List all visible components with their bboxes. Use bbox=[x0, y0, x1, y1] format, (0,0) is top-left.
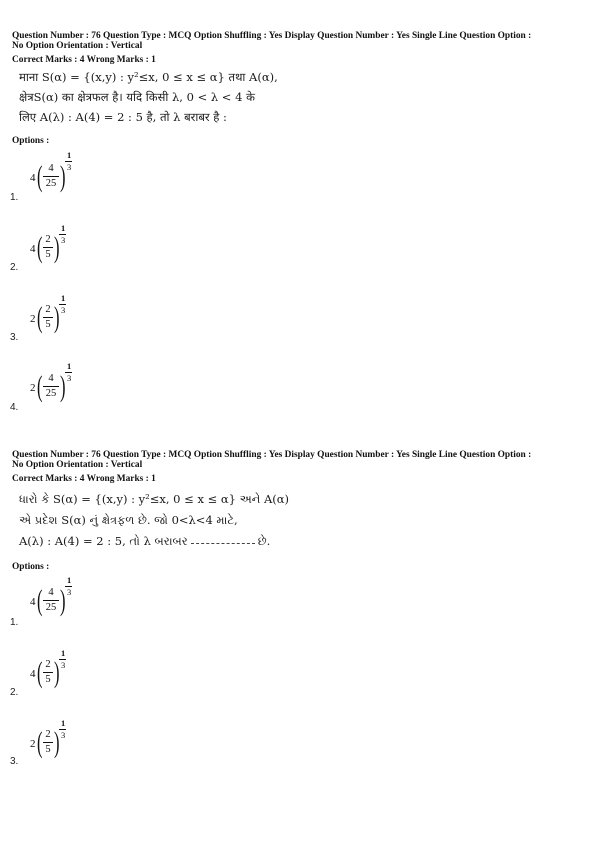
coefficient: 4 bbox=[30, 596, 36, 608]
fraction-denominator: 25 bbox=[45, 388, 57, 399]
option-number: 2. bbox=[10, 687, 19, 698]
coefficient: 2 bbox=[30, 382, 36, 394]
fraction-numerator: 2 bbox=[45, 729, 51, 740]
fraction-denominator: 25 bbox=[45, 602, 57, 613]
left-paren: ( bbox=[37, 231, 43, 264]
option-number: 4. bbox=[10, 402, 19, 413]
left-paren: ( bbox=[37, 656, 43, 689]
option-number: 1. bbox=[10, 192, 19, 203]
left-paren: ( bbox=[37, 726, 43, 759]
question-header: Question Number : 76 Question Type : MCQ Option Shuffling : Yes Display Question Number : Yes Single Line Question Option : bbox=[12, 31, 532, 41]
exponent-denominator: 3 bbox=[61, 305, 66, 315]
exponent-denominator: 3 bbox=[67, 587, 72, 597]
fraction-bar bbox=[43, 176, 59, 177]
right-paren: ) bbox=[60, 584, 66, 617]
right-paren: ) bbox=[54, 656, 60, 689]
fraction-bar bbox=[43, 247, 53, 248]
option-2-expression[interactable] bbox=[30, 648, 90, 698]
exponent-numerator: 1 bbox=[67, 575, 72, 585]
question-text-line: माना S(α) = {(x,y) : y²≤x, 0 ≤ x ≤ α} तथा A(α), bbox=[19, 70, 278, 84]
exponent-denominator: 3 bbox=[61, 730, 66, 740]
right-paren: ) bbox=[54, 301, 60, 334]
coefficient: 4 bbox=[30, 243, 36, 255]
coefficient: 4 bbox=[30, 668, 36, 680]
question-text-line: लिए A(λ) : A(4) = 2 : 5 है, तो λ बराबर है : bbox=[19, 110, 227, 124]
coefficient: 2 bbox=[30, 738, 36, 750]
question-text-line: એ પ્રદેશ S(α) નું ક્ષેત્રફળ છે. જો 0<λ<4 માટે, bbox=[19, 513, 238, 527]
exponent-denominator: 3 bbox=[67, 162, 72, 172]
question-text-segment: છે. bbox=[257, 534, 271, 548]
options-label: Options : bbox=[12, 136, 50, 146]
question-text-line: क्षेत्रS(α) का क्षेत्रफल है। यदि किसी λ, 0 < λ < 4 के bbox=[19, 90, 255, 104]
fraction-numerator: 2 bbox=[45, 234, 51, 245]
exponent-denominator: 3 bbox=[61, 235, 66, 245]
left-paren: ( bbox=[37, 370, 43, 403]
option-1-expression[interactable] bbox=[30, 148, 90, 198]
question-orientation: No Option Orientation : Vertical bbox=[12, 460, 143, 470]
exponent-numerator: 1 bbox=[67, 150, 72, 160]
options-label: Options : bbox=[12, 562, 50, 572]
exponent-numerator: 1 bbox=[67, 361, 72, 371]
question-text-segment: A(λ) : A(4) = 2 : 5, તો λ બરાબર bbox=[19, 534, 188, 548]
fraction-numerator: 2 bbox=[45, 304, 51, 315]
fraction-denominator: 25 bbox=[45, 178, 57, 189]
fraction-bar bbox=[43, 386, 59, 387]
exponent-denominator: 3 bbox=[67, 373, 72, 383]
question-marks: Correct Marks : 4 Wrong Marks : 1 bbox=[12, 474, 156, 484]
fraction-denominator: 5 bbox=[45, 249, 51, 260]
fraction-bar bbox=[43, 317, 53, 318]
question-text-line: ધારો કે S(α) = {(x,y) : y²≤x, 0 ≤ x ≤ α} અને A(α) bbox=[19, 492, 290, 506]
exponent-denominator: 3 bbox=[61, 660, 66, 670]
exponent-numerator: 1 bbox=[61, 223, 66, 233]
option-1-expression[interactable] bbox=[30, 574, 90, 624]
fraction-numerator: 4 bbox=[48, 373, 54, 384]
coefficient: 2 bbox=[30, 313, 36, 325]
option-number: 1. bbox=[10, 617, 19, 628]
fraction-numerator: 4 bbox=[48, 587, 54, 598]
fraction-numerator: 4 bbox=[48, 163, 54, 174]
option-number: 3. bbox=[10, 756, 19, 767]
left-paren: ( bbox=[37, 301, 43, 334]
fraction-bar bbox=[43, 672, 53, 673]
exponent-numerator: 1 bbox=[61, 718, 66, 728]
right-paren: ) bbox=[54, 726, 60, 759]
exponent-numerator: 1 bbox=[61, 293, 66, 303]
left-paren: ( bbox=[37, 160, 43, 193]
exponent-numerator: 1 bbox=[61, 648, 66, 658]
fraction-bar bbox=[43, 742, 53, 743]
option-3-expression[interactable] bbox=[30, 293, 90, 343]
fraction-bar bbox=[43, 600, 59, 601]
answer-blank bbox=[191, 543, 255, 544]
option-4-expression[interactable] bbox=[30, 360, 90, 410]
fraction-numerator: 2 bbox=[45, 659, 51, 670]
option-number: 3. bbox=[10, 332, 19, 343]
option-number: 2. bbox=[10, 262, 19, 273]
fraction-denominator: 5 bbox=[45, 744, 51, 755]
coefficient: 4 bbox=[30, 172, 36, 184]
question-orientation: No Option Orientation : Vertical bbox=[12, 41, 143, 51]
right-paren: ) bbox=[54, 231, 60, 264]
fraction-denominator: 5 bbox=[45, 319, 51, 330]
left-paren: ( bbox=[37, 584, 43, 617]
question-header: Question Number : 76 Question Type : MCQ Option Shuffling : Yes Display Question Number : Yes Single Line Question Option : bbox=[12, 450, 532, 460]
option-2-expression[interactable] bbox=[30, 223, 90, 273]
question-marks: Correct Marks : 4 Wrong Marks : 1 bbox=[12, 55, 156, 65]
question-text-line bbox=[19, 534, 270, 549]
option-3-expression[interactable] bbox=[30, 718, 90, 768]
right-paren: ) bbox=[60, 370, 66, 403]
fraction-denominator: 5 bbox=[45, 674, 51, 685]
right-paren: ) bbox=[60, 160, 66, 193]
